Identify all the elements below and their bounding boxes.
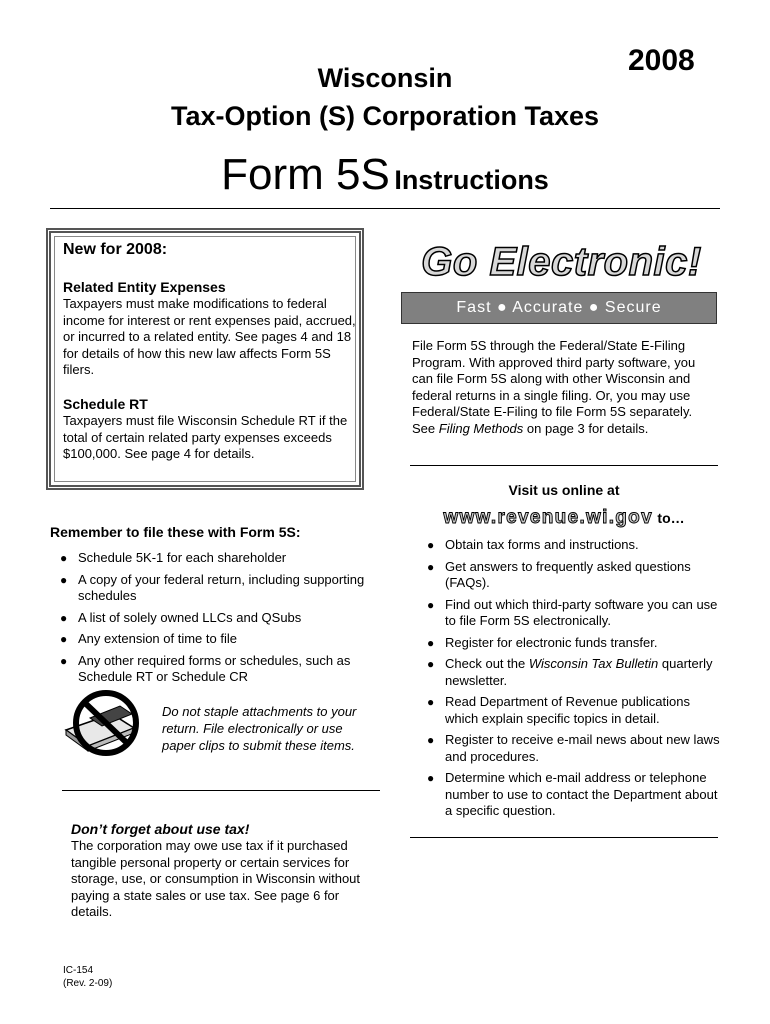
online-services-list (424, 537, 724, 825)
bullet-icon: ● (60, 551, 68, 565)
list-item: ● Register to receive e-mail news about new laws and procedures. (427, 732, 720, 764)
form-title (0, 150, 770, 200)
list-item: ● Register for electronic funds transfer. (427, 634, 658, 650)
bullet-icon: ● (60, 632, 68, 646)
new-for-title: New for 2008: (63, 241, 168, 258)
bullet-icon: ● (427, 559, 435, 574)
use-tax-body: The corporation may owe use tax if it purchased tangible personal property or certain services for storage, use, or consumption in Wisconsin without paying a state sales or use tax. See page 6 for details. (71, 838, 361, 919)
list-item: ● Get answers to frequently asked questions (FAQs). (427, 558, 691, 590)
list-item: ● Read Department of Revenue publications which explain specific topics in detail. (427, 694, 690, 726)
header-divider (50, 208, 720, 209)
website-url-suffix: to… (657, 510, 685, 526)
list-item: ● Find out which third-party software you can use to file Form 5S electronically. (427, 596, 718, 628)
related-entity-body: Taxpayers must make modifications to federal income for interest or rent expenses paid, accrued, or incurred to a related entity. See pages 4 and 18 for details of how this new law affects Form 5S filers. (63, 296, 356, 377)
staple-note: Do not staple attachments to your return. File electronically or use paper clips to submit these items. (162, 704, 357, 753)
document-subtitle: Tax-Option (S) Corporation Taxes (170, 101, 600, 131)
form-name: Form 5S (221, 150, 390, 199)
document-state-title: Wisconsin (317, 63, 453, 93)
right-divider-top (410, 465, 718, 466)
bullet-icon: ● (427, 733, 435, 747)
right-divider-bottom (410, 837, 718, 838)
list-item: ● A list of solely owned LLCs and QSubs (60, 609, 302, 625)
efile-paragraph: File Form 5S through the Federal/State E-Filing Program. With approved third party software, you can file Form 5S along with other Wisconsin and federal returns in a single filing. Or, you may use Federal/State E-Filing to file Form 5S separately. See Filing Methods on page 3 for details. (412, 338, 696, 436)
fast-accurate-secure-banner: Fast ● Accurate ● Secure (401, 292, 717, 324)
form-number: IC-154 (63, 965, 94, 976)
bullet-icon: ● (427, 538, 435, 552)
visit-online-heading: Visit us online at (508, 482, 620, 498)
schedule-rt-heading: Schedule RT (63, 396, 148, 412)
list-item: ● Check out the Wisconsin Tax Bulletin quarterly newsletter. (427, 656, 713, 688)
bullet-icon: ● (60, 653, 68, 668)
form-number-footer (63, 964, 112, 990)
remember-heading: Remember to file these with Form 5S: (50, 524, 301, 540)
list-item: ● Any other required forms or schedules, such as Schedule RT or Schedule CR (60, 652, 351, 684)
bullet-icon: ● (60, 572, 68, 587)
form-suffix: Instructions (394, 165, 549, 195)
related-entity-heading: Related Entity Expenses (63, 279, 226, 295)
list-item: ● A copy of your federal return, including supporting schedules (60, 571, 365, 603)
list-item: ● Schedule 5K-1 for each shareholder (60, 550, 287, 565)
schedule-rt-body: Taxpayers must file Wisconsin Schedule RT if the total of certain related party expenses exceeds $100,000. See page 4 for details. (63, 413, 348, 461)
bullet-icon: ● (427, 695, 435, 709)
use-tax-heading: Don’t forget about use tax! (71, 821, 250, 837)
website-url-link[interactable]: www.revenue.wi.gov (443, 507, 653, 528)
left-divider (62, 790, 380, 791)
revision-date: (Rev. 2-09) (63, 978, 113, 989)
tax-bulletin-title: Wisconsin Tax Bulletin (528, 656, 659, 671)
no-staple-icon (60, 688, 152, 758)
list-item: ● Obtain tax forms and instructions. (427, 537, 639, 552)
list-item: ● Determine which e-mail address or telephone number to use to contact the Department about a specific question. (427, 770, 718, 818)
filing-methods-reference: Filing Methods (438, 420, 524, 436)
remember-list (57, 550, 387, 691)
bullet-icon: ● (427, 635, 435, 650)
document-year: 2008 (628, 44, 695, 77)
bullet-icon: ● (427, 771, 435, 785)
go-electronic-title: Go Electronic! (421, 240, 702, 284)
website-line (410, 507, 718, 529)
bullet-icon: ● (60, 610, 68, 625)
bullet-icon: ● (427, 597, 435, 612)
bullet-icon: ● (427, 657, 435, 671)
list-item: ● Any extension of time to file (60, 631, 237, 646)
